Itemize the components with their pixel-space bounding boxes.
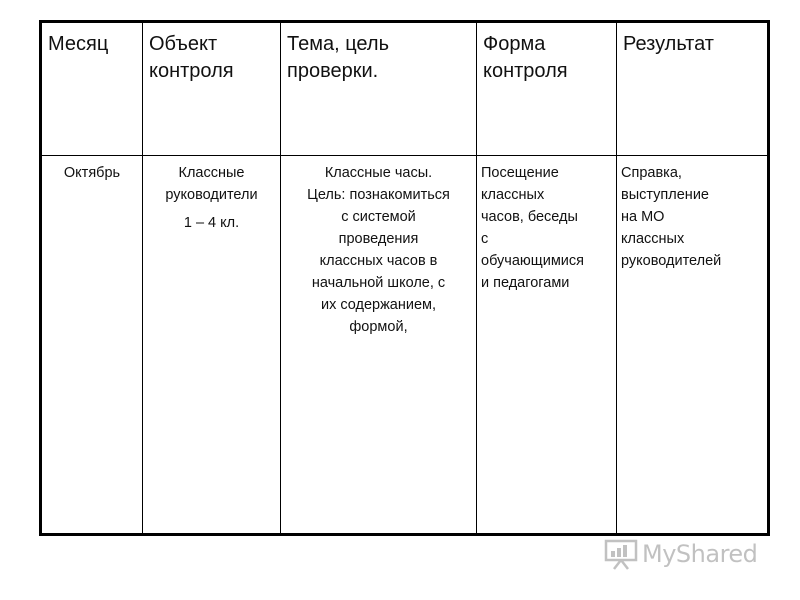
month-cell <box>41 156 143 535</box>
header-form-cell <box>477 22 617 156</box>
result-value: Справка, выступление на МО классных руководителей <box>621 165 722 269</box>
month-value: Октябрь <box>63 165 121 181</box>
header-object: Объект контроля <box>149 33 234 82</box>
myshared-watermark <box>604 537 757 571</box>
watermark-text: MyShared <box>642 540 758 568</box>
presentation-board-icon <box>604 538 638 570</box>
header-month-cell <box>41 22 143 156</box>
header-object-cell <box>143 22 281 156</box>
class-range: 1 – 4 кл. <box>183 215 240 231</box>
object-value: Классные руководители 1 – 4 кл. <box>143 156 280 234</box>
header-month: Месяц <box>48 33 109 55</box>
table-row <box>41 156 769 535</box>
control-plan-table <box>39 20 770 536</box>
header-form: Форма контроля <box>483 33 568 82</box>
header-result-cell <box>617 22 769 156</box>
header-result: Результат <box>623 33 714 55</box>
topic-value: Классные часы. Цель: познакомиться с системой проведения классных часов в начальной школе, с их содержанием, формой, <box>307 165 450 335</box>
header-topic-cell <box>281 22 477 156</box>
topic-cell <box>281 156 477 535</box>
form-cell <box>477 156 617 535</box>
object-cell <box>143 156 281 535</box>
header-row <box>41 22 769 156</box>
header-topic: Тема, цель проверки. <box>287 33 389 82</box>
form-value: Посещение классных часов, беседы с обучающимися и педагогами <box>481 165 584 291</box>
result-cell <box>617 156 769 535</box>
